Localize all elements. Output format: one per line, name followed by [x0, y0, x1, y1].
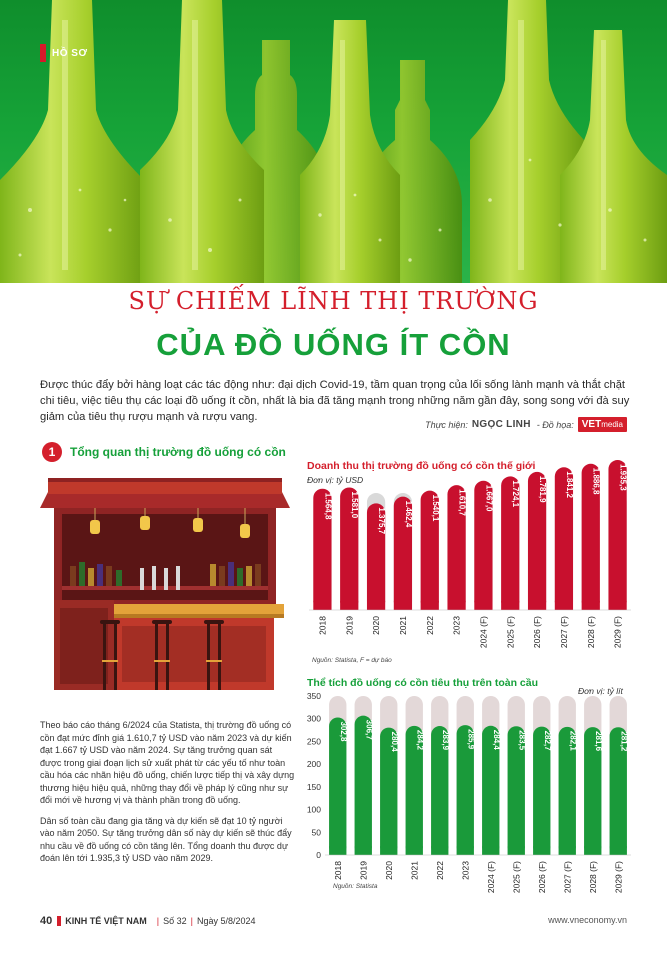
credit-label: Thực hiện:: [425, 419, 468, 430]
section-tag-marker: [40, 44, 46, 62]
chart2-bar-base: [431, 846, 448, 855]
chart2-value-label: 284,2: [415, 729, 425, 750]
chart2-category-label: 2021: [409, 861, 420, 880]
chart1-value-label: 1.781,9: [538, 475, 548, 503]
footer-left: [40, 915, 256, 927]
chart1-source: Nguồn: Statista, F = dự báo: [312, 657, 392, 664]
chart2-bar-base: [508, 846, 525, 855]
author-name: NGỌC LINH: [471, 419, 531, 430]
chart2-ytick-label: 250: [306, 736, 321, 747]
chart1-bar-base: [447, 601, 465, 610]
chart2-ytick-label: 200: [306, 759, 321, 770]
chart1-category-label: 2019: [344, 616, 355, 635]
chart2-ytick-label: 100: [306, 804, 321, 815]
chart2-bar-base: [559, 846, 576, 855]
chart1-category-label: 2025 (F): [505, 616, 516, 649]
chart2-category-label: 2025 (F): [511, 861, 522, 894]
section-tag: [40, 44, 87, 62]
page-number: 40: [40, 915, 53, 927]
article-title-line2: CỦA ĐỒ UỐNG ÍT CỒN: [156, 327, 511, 362]
chart2-category-label: 2026 (F): [536, 861, 547, 894]
graphics-label: - Đồ họa:: [536, 419, 574, 430]
chart2-value-label: 283,5: [517, 730, 527, 751]
chart2-category-label: 2027 (F): [562, 861, 573, 894]
chart1-value-label: 1.610,7: [457, 489, 467, 516]
chart2-value-label: 281,2: [619, 731, 629, 752]
chart2-value-label: 285,9: [466, 729, 476, 750]
chart1-bar-base: [313, 601, 331, 610]
chart2-category-label: 2022: [434, 861, 445, 880]
body-paragraph-2: Dân số toàn cầu đang gia tăng và dự kiến sẽ đạt 10 tỷ người vào năm 2050. Sự tăng trưởng dân số này dự kiến sẽ thúc đẩy nhu cầu về đồ uống có cồn tăng lên. Tổng doanh thu được dự đoán lên tới 1.935,3 tỷ USD vào năm 2029.: [40, 815, 292, 863]
article-lead: Được thúc đẩy bởi hàng loạt các tác động như: đại dịch Covid-19, tầm quan trọng của lối sống lành mạnh và thắt chặt chi tiêu, việc tiêu thụ các loại đồ uống ít cồn, nhất là bia đã tăng mạnh trong những năm gần đây, song song với đà suy giảm của tiêu thụ rượu mạnh và rượu vang.: [40, 379, 630, 423]
chart2-bar-base: [355, 846, 372, 855]
chart2-bar-base: [406, 846, 423, 855]
hero-image: [0, 0, 667, 283]
section-number-badge: 1: [42, 442, 62, 462]
chart1-bar-base: [421, 601, 439, 610]
chart2-bar-base: [380, 846, 397, 855]
section-tag-label: HỒ SƠ: [52, 47, 88, 59]
chart2-bar-base: [584, 846, 601, 855]
chart1-category-label: 2026 (F): [532, 616, 543, 649]
chart2-category-label: 2029 (F): [613, 861, 624, 894]
vetmedia-logo-sub: media: [601, 420, 623, 429]
chart1-bar-base: [367, 601, 385, 610]
chart2-ytick-label: 300: [306, 713, 321, 724]
chart1-bar-base: [394, 601, 412, 610]
issue-number: Số 32: [163, 916, 187, 926]
section-heading: [42, 442, 286, 462]
chart1-value-label: 1.375,7: [377, 507, 387, 535]
credit-line: [425, 417, 627, 432]
chart2-bar-base: [533, 846, 550, 855]
chart1-bar-base: [528, 601, 546, 610]
chart2-category-label: 2028 (F): [587, 861, 598, 894]
page-footer: [40, 915, 627, 929]
chart1-category-label: 2023: [451, 616, 462, 635]
chart2-bar-base: [482, 846, 499, 855]
chart1-value-label: 1.667,0: [484, 484, 494, 512]
body-paragraph-1: Theo báo cáo tháng 6/2024 của Statista, thị trường đồ uống có cồn đạt mức đỉnh giá 1.610,7 tỷ USD vào năm 2023 và dự kiến đạt 1.667 tỷ USD vào năm 2024. Sự tăng trưởng quan sát được trong giai đoạn lịch sử xuất phát từ các yếu tố như toàn cầu hóa các nhãn hiệu đồ uống, chiến lược tiếp thị và xây dựng thương hiệu hiệu quả, những thay đổi về pháp lý cũng như sự đổi mới về hương vị và thành phần trong đồ uống.: [40, 720, 295, 805]
chart2-value-label: 280,4: [389, 731, 399, 752]
chart1-value-label: 1.462,4: [403, 500, 413, 528]
chart2-category-label: 2018: [332, 861, 343, 880]
chart1-value-label: 1.841,2: [564, 471, 574, 499]
section-title: Tổng quan thị trường đồ uống có cồn: [70, 445, 286, 459]
chart2-value-label: 281,6: [593, 731, 603, 752]
chart2-value-label: 284,4: [491, 729, 501, 750]
chart1-category-label: 2020: [371, 616, 382, 635]
chart2-bar-base: [457, 846, 474, 855]
website-url: www.vneconomy.vn: [548, 915, 627, 925]
chart1-value-label: 1.724,1: [511, 480, 521, 508]
chart2-title: Thể tích đồ uống có cồn tiêu thụ trên toàn cầu: [307, 677, 538, 689]
chart2-category-label: 2024 (F): [485, 861, 496, 894]
chart1-category-label: 2027 (F): [558, 616, 569, 649]
chart1-unit: Đơn vị: tỷ USD: [307, 475, 364, 485]
footer-marker: [57, 916, 61, 926]
chart2-ytick-label: 50: [311, 827, 321, 838]
chart1-title: Doanh thu thị trường đồ uống có cồn thế giới: [307, 460, 536, 472]
chart1-category-label: 2024 (F): [478, 616, 489, 649]
magazine-name: KINH TẾ VIỆT NAM: [65, 916, 147, 926]
chart2-value-label: 302,8: [338, 721, 348, 742]
chart1-value-label: 1.540,1: [430, 494, 440, 522]
chart1-category-label: 2022: [424, 616, 435, 635]
chart2-bar-base: [329, 846, 346, 855]
vetmedia-logo-main: VET: [581, 419, 602, 430]
chart1-bar-base: [555, 601, 573, 610]
article-body: [40, 719, 295, 873]
chart1-bar-base: [501, 601, 519, 610]
footer-separator: |: [190, 916, 193, 926]
chart2-ytick-label: 0: [316, 850, 321, 860]
chart2-value-label: 306,7: [364, 719, 374, 740]
chart1-category-label: 2028 (F): [585, 616, 596, 649]
chart1-bar-base: [608, 601, 626, 610]
chart2-value-label: 283,9: [440, 730, 450, 751]
chart2-bar-base: [610, 846, 627, 855]
chart2-ytick-label: 150: [306, 781, 321, 792]
chart1-category-label: 2029 (F): [612, 616, 623, 649]
chart2-category-label: 2019: [358, 861, 369, 880]
chart2-unit: Đơn vị: tỷ lít: [578, 686, 623, 696]
chart1-value-label: 1.935,3: [618, 464, 628, 491]
article-title-line1: SỰ CHIẾM LĨNH THỊ TRƯỜNG: [128, 287, 539, 315]
issue-date: Ngày 5/8/2024: [196, 916, 256, 926]
chart1-value-label: 1.581,0: [350, 491, 360, 519]
chart1-bar-base: [474, 601, 492, 610]
chart2-ytick-label: 350: [306, 691, 321, 701]
beer-bottles-illustration: [0, 0, 667, 283]
chart2-category-label: 2020: [383, 861, 394, 880]
chart2-source: Nguồn: Statista: [333, 883, 378, 890]
vetmedia-logo: [578, 417, 627, 432]
footer-separator: |: [156, 916, 160, 926]
chart1-bar-base: [582, 601, 600, 610]
chart1-value-label: 1.564,8: [323, 492, 333, 520]
pub-bar-illustration: [40, 470, 290, 700]
chart2-value-label: 282,7: [542, 730, 552, 751]
chart1-category-label: 2021: [397, 616, 408, 635]
chart1-category-label: 2018: [317, 616, 328, 635]
chart2-value-label: 282,1: [568, 730, 578, 751]
chart1-value-label: 1.886,8: [591, 467, 601, 495]
chart1-bar-base: [340, 601, 358, 610]
chart2-category-label: 2023: [460, 861, 471, 880]
